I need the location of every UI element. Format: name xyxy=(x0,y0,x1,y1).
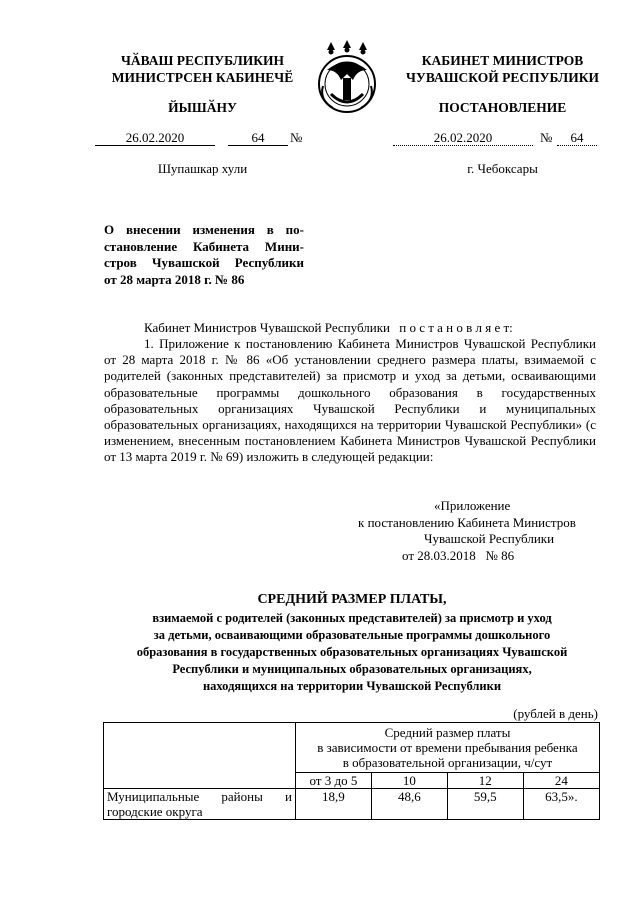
subject-line4: от 28 марта 2018 г. № 86 xyxy=(104,271,245,287)
left-date: 26.02.2020 xyxy=(125,130,185,145)
rates-table xyxy=(103,722,600,820)
title-sub1: взимаемой с родителей (законных представителей) за присмотр и уход xyxy=(152,611,552,625)
title-sub4: Республики и муниципальных образовательных организациях, xyxy=(172,662,532,676)
decree-intro-text: Кабинет Министров Чувашской Республики xyxy=(144,320,390,335)
row-value: 59,5 xyxy=(447,789,523,820)
table-header-row xyxy=(104,723,600,773)
header-line1: Средний размер платы xyxy=(384,725,511,740)
decree-intro xyxy=(144,320,604,336)
title-sub5: находящихся на территории Чувашской Республики xyxy=(202,679,502,693)
subject-line3: стров Чувашской Республики xyxy=(104,255,304,270)
column-header: от 3 до 5 xyxy=(295,773,371,789)
column-header: 24 xyxy=(523,773,599,789)
subject-block xyxy=(104,222,304,288)
decree-word: п о с т а н о в л я е т: xyxy=(399,320,513,335)
title-sub2: за детьми, осваивающими образовательные программы дошкольного xyxy=(153,628,551,642)
left-number-sign: № xyxy=(290,130,303,145)
right-date: 26.02.2020 xyxy=(433,130,493,145)
right-org-line1: КАБИНЕТ МИНИСТРОВ xyxy=(421,53,584,68)
appendix-line2: к постановлению Кабинета Министров xyxy=(358,514,576,530)
header-line2: в зависимости от времени пребывания ребенка xyxy=(317,740,578,755)
chuvash-coat-of-arms-icon xyxy=(313,40,381,116)
row-value: 63,5». xyxy=(523,789,599,820)
left-doc-type: ЙЫШӐНУ xyxy=(168,100,237,115)
column-header: 10 xyxy=(371,773,447,789)
title-main: СРЕДНИЙ РАЗМЕР ПЛАТЫ, xyxy=(257,592,447,607)
appendix-line4: от 28.03.2018 № 86 xyxy=(402,547,515,563)
left-city: Шупашкар хули xyxy=(157,161,248,176)
header-line3: в образовательной организации, ч/сут xyxy=(342,755,553,770)
right-doc-type: ПОСТАНОВЛЕНИЕ xyxy=(438,100,567,115)
right-number: 64 xyxy=(570,130,584,145)
table-corner-cell xyxy=(104,723,296,789)
row-value: 18,9 xyxy=(295,789,371,820)
right-org-line2: ЧУВАШСКОЙ РЕСПУБЛИКИ xyxy=(406,70,599,85)
appendix-reference xyxy=(340,498,600,564)
column-header: 12 xyxy=(447,773,523,789)
subject-line2: становление Кабинета Мини- xyxy=(104,238,304,254)
left-org-line2: МИНИСТРСЕН КАБИНЕЧӖ xyxy=(111,70,294,85)
right-org-name xyxy=(390,52,615,86)
right-city: г. Чебоксары xyxy=(467,161,538,176)
appendix-line3: Чувашской Республики xyxy=(424,531,555,546)
left-org-line1: ЧӐВАШ РЕСПУБЛИКИН xyxy=(120,53,285,68)
decree-paragraph: 1. Приложение к постановлению Кабинета Министров Чувашской Республики от 28 марта 2018 г. № 86 «Об установлении среднего размера платы, взимаемой с родителей (законных представителей) за присмотр и уход за детьми, осваивающими образовательные программы дошкольного образования в государственных образовательных организациях Чувашской Республики и муниципальных образовательных организациях, находящихся на территории Чувашской Республики» (с изменением, внесенным постановлением Кабинета Министров Чувашской Республики от 13 марта 2019 г. № 69) изложить в следующей редакции: xyxy=(104,336,596,465)
document-title xyxy=(96,590,608,695)
row-label: Муниципальные районы и городские округа xyxy=(104,789,296,820)
left-org-name xyxy=(95,52,310,86)
subject-line1: О внесении изменения в по- xyxy=(104,222,304,237)
left-number: 64 xyxy=(251,130,265,145)
right-number-sign: № xyxy=(540,130,553,145)
row-value: 48,6 xyxy=(371,789,447,820)
table-unit: (рублей в день) xyxy=(513,706,598,721)
table-group-header xyxy=(295,723,599,773)
table-row xyxy=(104,789,600,820)
appendix-line1: «Приложение xyxy=(434,498,511,513)
title-sub3: образования в государственных образовательных организациях Чувашской xyxy=(136,645,568,659)
